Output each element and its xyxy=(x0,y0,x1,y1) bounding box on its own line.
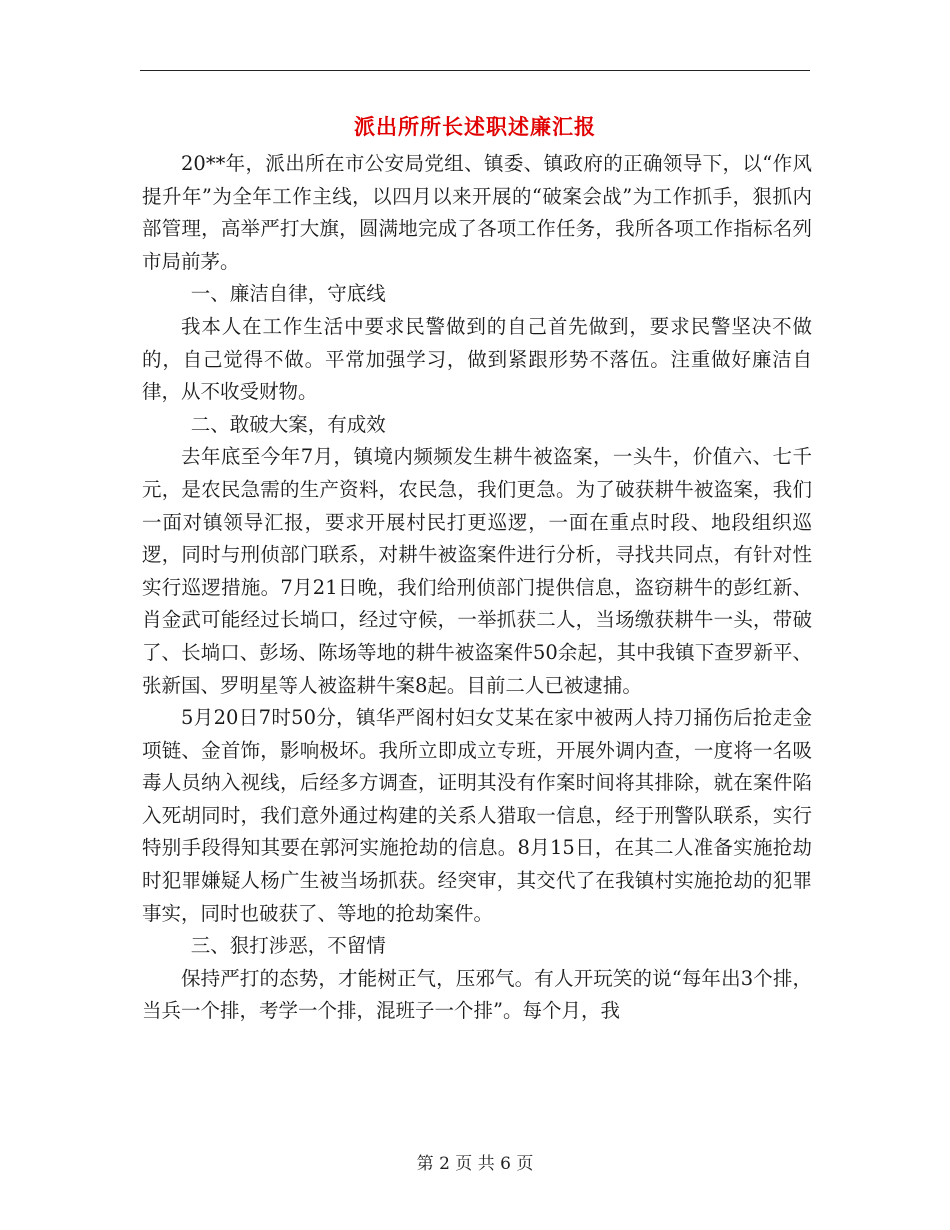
header-rule xyxy=(140,70,810,71)
paragraph-section-3: 保持严打的态势，才能树正气，压邪气。有人开玩笑的说“每年出3个排，当兵一个排，考学一个排，混班子一个排”。每个月，我 xyxy=(142,966,812,1023)
paragraph-section-2-case-1: 去年底至今年7月，镇境内频频发生耕牛被盗案，一头牛，价值六、七千元，是农民急需的生产资料，农民急，我们更急。为了破获耕牛被盗案，我们一面对镇领导汇报，要求开展村民打更巡逻，一面在重点时段、地段组织巡逻，同时与刑侦部门联系，对耕牛被盗案件进行分析，寻找共同点，有针对性实行巡逻措施。7月21日晚，我们给刑侦部门提供信息，盗窃耕牛的彭红新、肖金武可能经过长埫口，经过守候，一举抓获二人，当场缴获耕牛一头，带破了、长埫口、彭场、陈场等地的耕牛被盗案件50余起，其中我镇下查罗新平、张新国、罗明星等人被盗耕牛案8起。目前二人已被逮捕。 xyxy=(142,445,812,697)
document-title: 派出所所长述职述廉汇报 xyxy=(354,114,596,139)
paragraph-section-2-case-2: 5月20日7时50分，镇华严阁村妇女艾某在家中被两人持刀捅伤后抢走金项链、金首饰，影响极坏。我所立即成立专班，开展外调内查，一度将一名吸毒人员纳入视线，后经多方调查，证明其没有作案时间将其排除，就在案件陷入死胡同时，我们意外通过构建的关系人猎取一信息，经于刑警队联系，实行特别手段得知其要在郭河实施抢劫的信息。8月15日，在其二人准备实施抢劫时犯罪嫌疑人杨广生被当场抓获。经突审，其交代了在我镇村实施抢劫的犯罪事实，同时也破获了、等地的抢劫案件。 xyxy=(142,706,812,925)
page-number-footer: 第 2 页 共 6 页 xyxy=(416,1154,534,1174)
paragraph-section-1: 我本人在工作生活中要求民警做到的自己首先做到，要求民警坚决不做的，自己觉得不做。平常加强学习，做到紧跟形势不落伍。注重做好廉洁自律，从不收受财物。 xyxy=(142,314,812,404)
section-heading-1: 一、廉洁自律，守底线 xyxy=(190,282,386,306)
section-heading-3: 三、狠打涉恶，不留情 xyxy=(190,934,386,958)
document-body xyxy=(142,148,812,1028)
paragraph-intro: 20**年，派出所在市公安局党组、镇委、镇政府的正确领导下，以“作风提升年”为全年工作主线，以四月以来开展的“破案会战”为工作抓手，狠抓内部管理，高举严打大旗，圆满地完成了各项工作任务，我所各项工作指标名列市局前茅。 xyxy=(142,152,812,273)
section-heading-2: 二、敢破大案，有成效 xyxy=(190,412,386,436)
